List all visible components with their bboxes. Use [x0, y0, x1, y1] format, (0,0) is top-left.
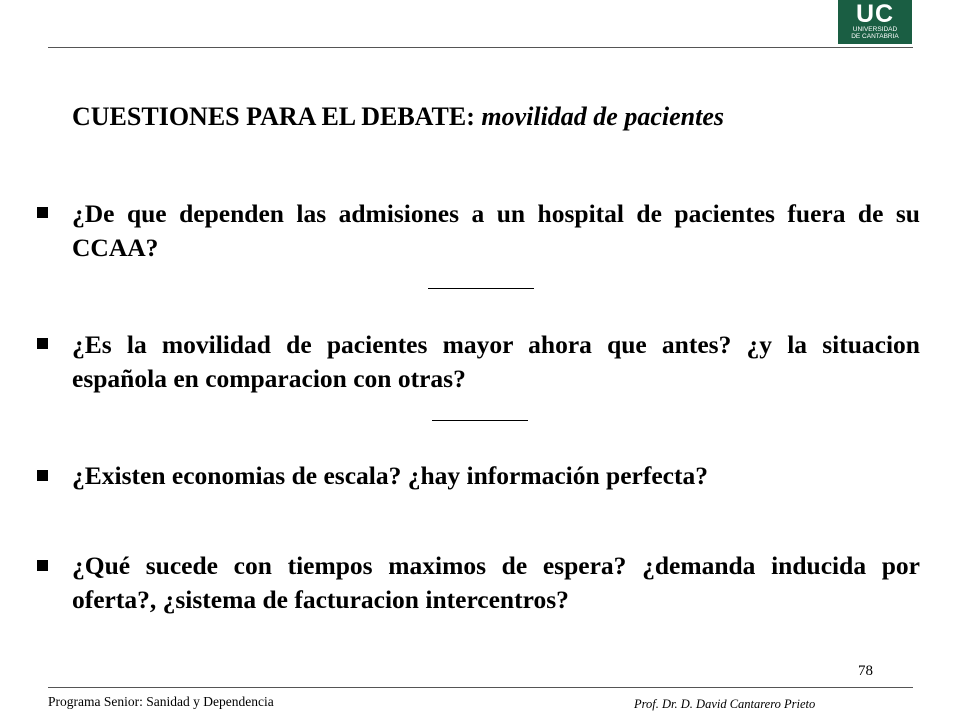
- logo-line-2: DE CANTABRIA: [851, 33, 899, 40]
- footer-author: Prof. Dr. D. David Cantarero Prieto: [634, 697, 816, 711]
- university-logo: [838, 0, 912, 44]
- bullet-text-3: ¿Existen economias de escala? ¿hay información perfecta?: [72, 461, 708, 490]
- footer-rule: [48, 687, 913, 688]
- separator-line-2: [432, 420, 528, 421]
- slide-title-italic: movilidad de pacientes: [481, 102, 724, 131]
- bullet-marker-1: [37, 207, 48, 218]
- bullet-text-4: ¿Qué sucede con tiempos maximos de espera? ¿demanda inducida por oferta?, ¿sistema de facturacion intercentros?: [72, 551, 920, 614]
- page-number: 78: [858, 663, 873, 679]
- bullet-marker-4: [37, 560, 48, 571]
- logo-line-1: UNIVERSIDAD: [852, 26, 898, 33]
- footer-program: Programa Senior: Sanidad y Dependencia: [48, 694, 274, 709]
- bullet-text-2: ¿Es la movilidad de pacientes mayor ahora que antes? ¿y la situacion española en comparacion con otras?: [72, 330, 920, 393]
- slide-title: [72, 102, 724, 132]
- header-rule: [48, 47, 913, 48]
- bullet-marker-2: [37, 338, 48, 349]
- separator-line-1: [428, 288, 534, 289]
- bullet-text-1: ¿De que dependen las admisiones a un hospital de pacientes fuera de su CCAA?: [72, 199, 920, 262]
- bullet-marker-3: [37, 470, 48, 481]
- logo-mark: UC: [855, 0, 895, 28]
- slide-title-main: CUESTIONES PARA EL DEBATE:: [72, 102, 475, 131]
